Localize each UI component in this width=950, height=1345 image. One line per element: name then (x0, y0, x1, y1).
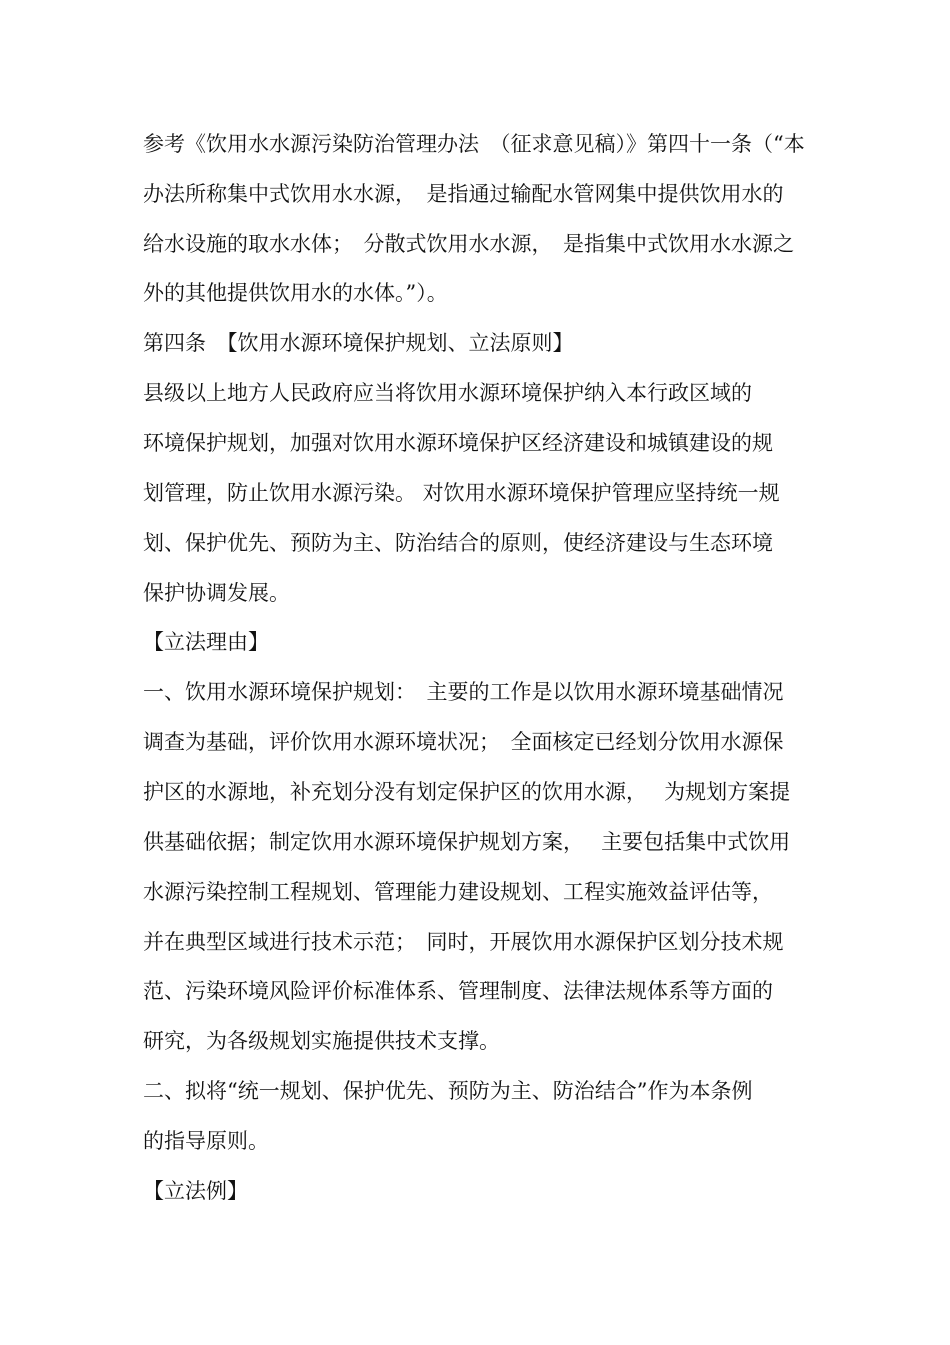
text-line: 县级以上地方人民政府应当将饮用水源环境保护纳入本行政区域的 (143, 381, 752, 405)
text-line: 护区的水源地，补充划分没有划定保护区的饮用水源， 为规划方案提 (143, 780, 791, 804)
text-line: 的指导原则。 (143, 1129, 269, 1153)
text-line: 外的其他提供饮用水的水体。”）。 (143, 281, 448, 305)
section-heading: 【立法例】 (143, 1179, 248, 1203)
text-line: 范、污染环境风险评价标准体系、管理制度、法律法规体系等方面的 (143, 979, 773, 1003)
text-line: 研究，为各级规划实施提供技术支撑。 (143, 1029, 500, 1053)
text-line: 保护协调发展。 (143, 581, 290, 605)
text-line: 划管理，防止饮用水源污染。 对饮用水源环境保护管理应坚持统一规 (143, 481, 780, 505)
article-heading: 第四条 【饮用水源环境保护规划、立法原则】 (143, 331, 574, 355)
text-line: 一、饮用水源环境保护规划： 主要的工作是以饮用水源环境基础情况 (143, 680, 784, 704)
text-line: 划、保护优先、预防为主、防治结合的原则，使经济建设与生态环境 (143, 531, 773, 555)
text-line: 水源污染控制工程规划、管理能力建设规划、工程实施效益评估等， (143, 880, 773, 904)
text-line: 调查为基础，评价饮用水源环境状况； 全面核定已经划分饮用水源保 (143, 730, 784, 754)
text-line: 参考《饮用水水源污染防治管理办法 （征求意见稿）》第四十一条（“本 (143, 132, 805, 156)
text-line: 办法所称集中式饮用水水源， 是指通过输配水管网集中提供饮用水的 (143, 182, 784, 206)
text-line: 环境保护规划，加强对饮用水源环境保护区经济建设和城镇建设的规 (143, 431, 773, 455)
text-line: 并在典型区域进行技术示范； 同时，开展饮用水源保护区划分技术规 (143, 930, 784, 954)
section-heading: 【立法理由】 (143, 630, 269, 654)
text-line: 供基础依据；制定饮用水源环境保护规划方案， 主要包括集中式饮用 (143, 830, 791, 854)
text-line: 给水设施的取水水体； 分散式饮用水水源， 是指集中式饮用水水源之 (143, 232, 794, 256)
text-line: 二、拟将“统一规划、保护优先、预防为主、防治结合”作为本条例 (143, 1079, 753, 1103)
